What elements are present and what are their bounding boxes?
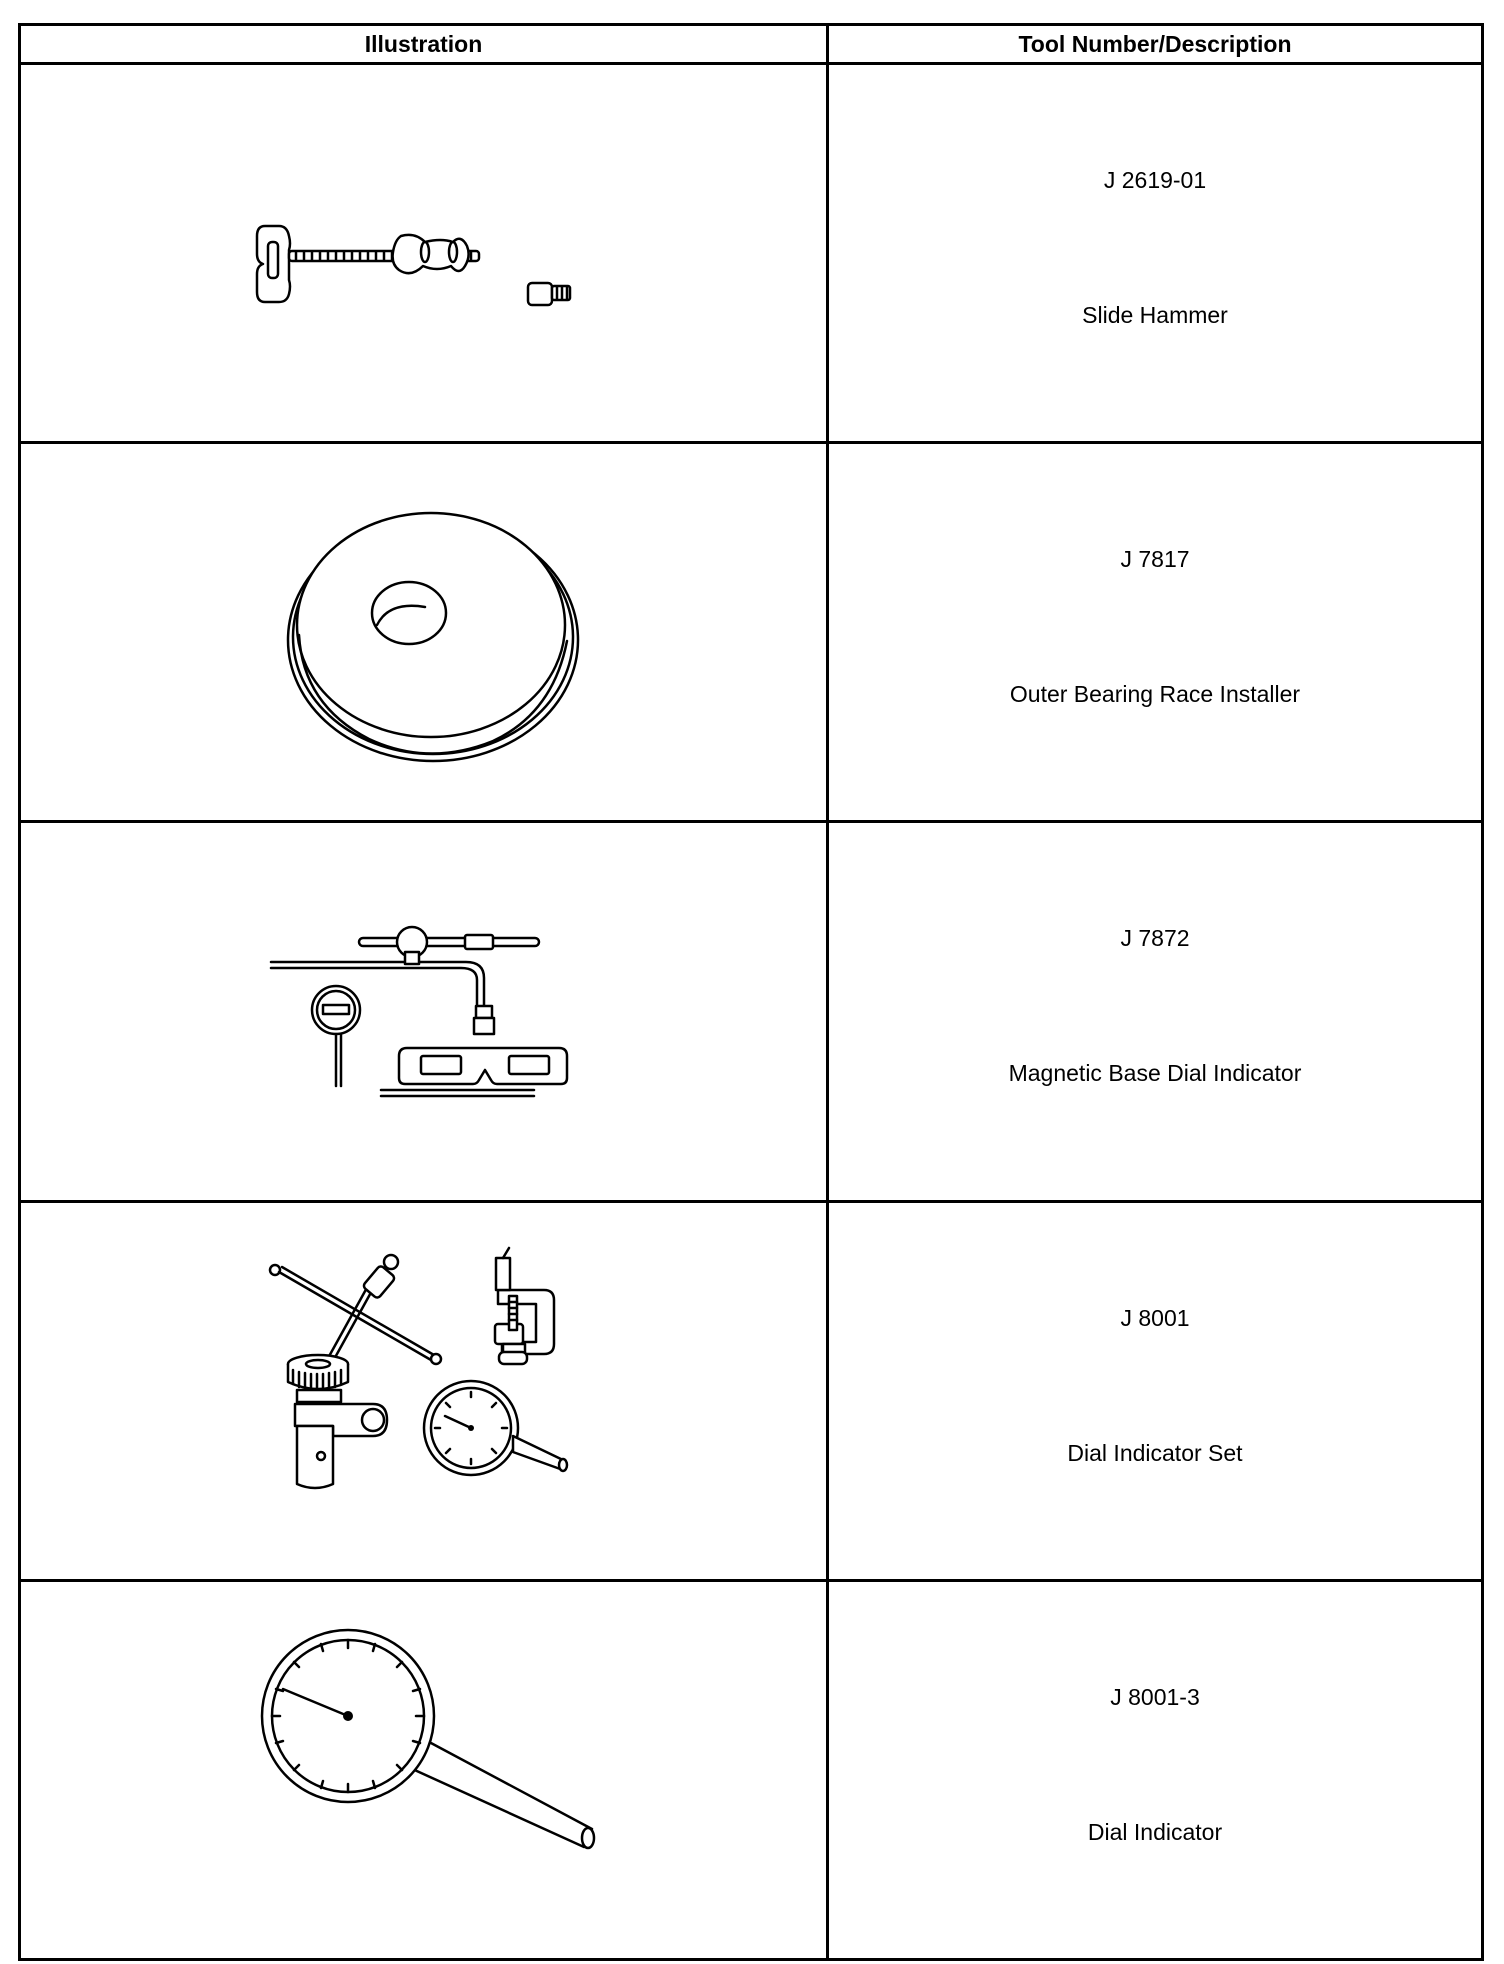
illustration-cell [20, 443, 828, 822]
illustration-cell [20, 64, 828, 443]
bearing-race-installer-illustration [21, 445, 822, 819]
table-header-row [20, 25, 1483, 64]
tool-number: J 7872 [1120, 925, 1190, 952]
slide-hammer-illustration [21, 66, 822, 440]
tool-description-cell [828, 443, 1483, 822]
table-row [20, 822, 1483, 1201]
header-illustration: Illustration [20, 25, 828, 64]
tool-number: J 8001-3 [1110, 1683, 1200, 1710]
dial-indicator-illustration [21, 1583, 822, 1957]
tool-description: Magnetic Base Dial Indicator [1008, 1060, 1302, 1087]
tool-number: J 7817 [1120, 546, 1190, 573]
tool-description: Dial Indicator [1087, 1818, 1223, 1845]
tool-description: Slide Hammer [1082, 302, 1228, 328]
header-tool-number-description: Tool Number/Description [828, 25, 1483, 64]
table-row [20, 443, 1483, 822]
tool-description-cell [828, 64, 1483, 443]
dial-indicator-set-illustration [21, 1204, 822, 1578]
tool-description-cell [828, 822, 1483, 1201]
table-row [20, 64, 1483, 443]
tool-number: J 2619-01 [1103, 167, 1207, 193]
tool-table [18, 23, 1484, 1961]
tool-description: Dial Indicator Set [1067, 1439, 1243, 1466]
illustration-cell [20, 1201, 828, 1580]
table-row [20, 1201, 1483, 1580]
illustration-cell [20, 1580, 828, 1959]
tool-description: Outer Bearing Race Installer [1009, 681, 1301, 708]
tool-description-cell [828, 1580, 1483, 1959]
magnetic-base-dial-indicator-illustration [21, 824, 822, 1198]
table-row [20, 1580, 1483, 1959]
tool-number: J 8001 [1120, 1304, 1190, 1331]
illustration-cell [20, 822, 828, 1201]
tool-description-cell [828, 1201, 1483, 1580]
